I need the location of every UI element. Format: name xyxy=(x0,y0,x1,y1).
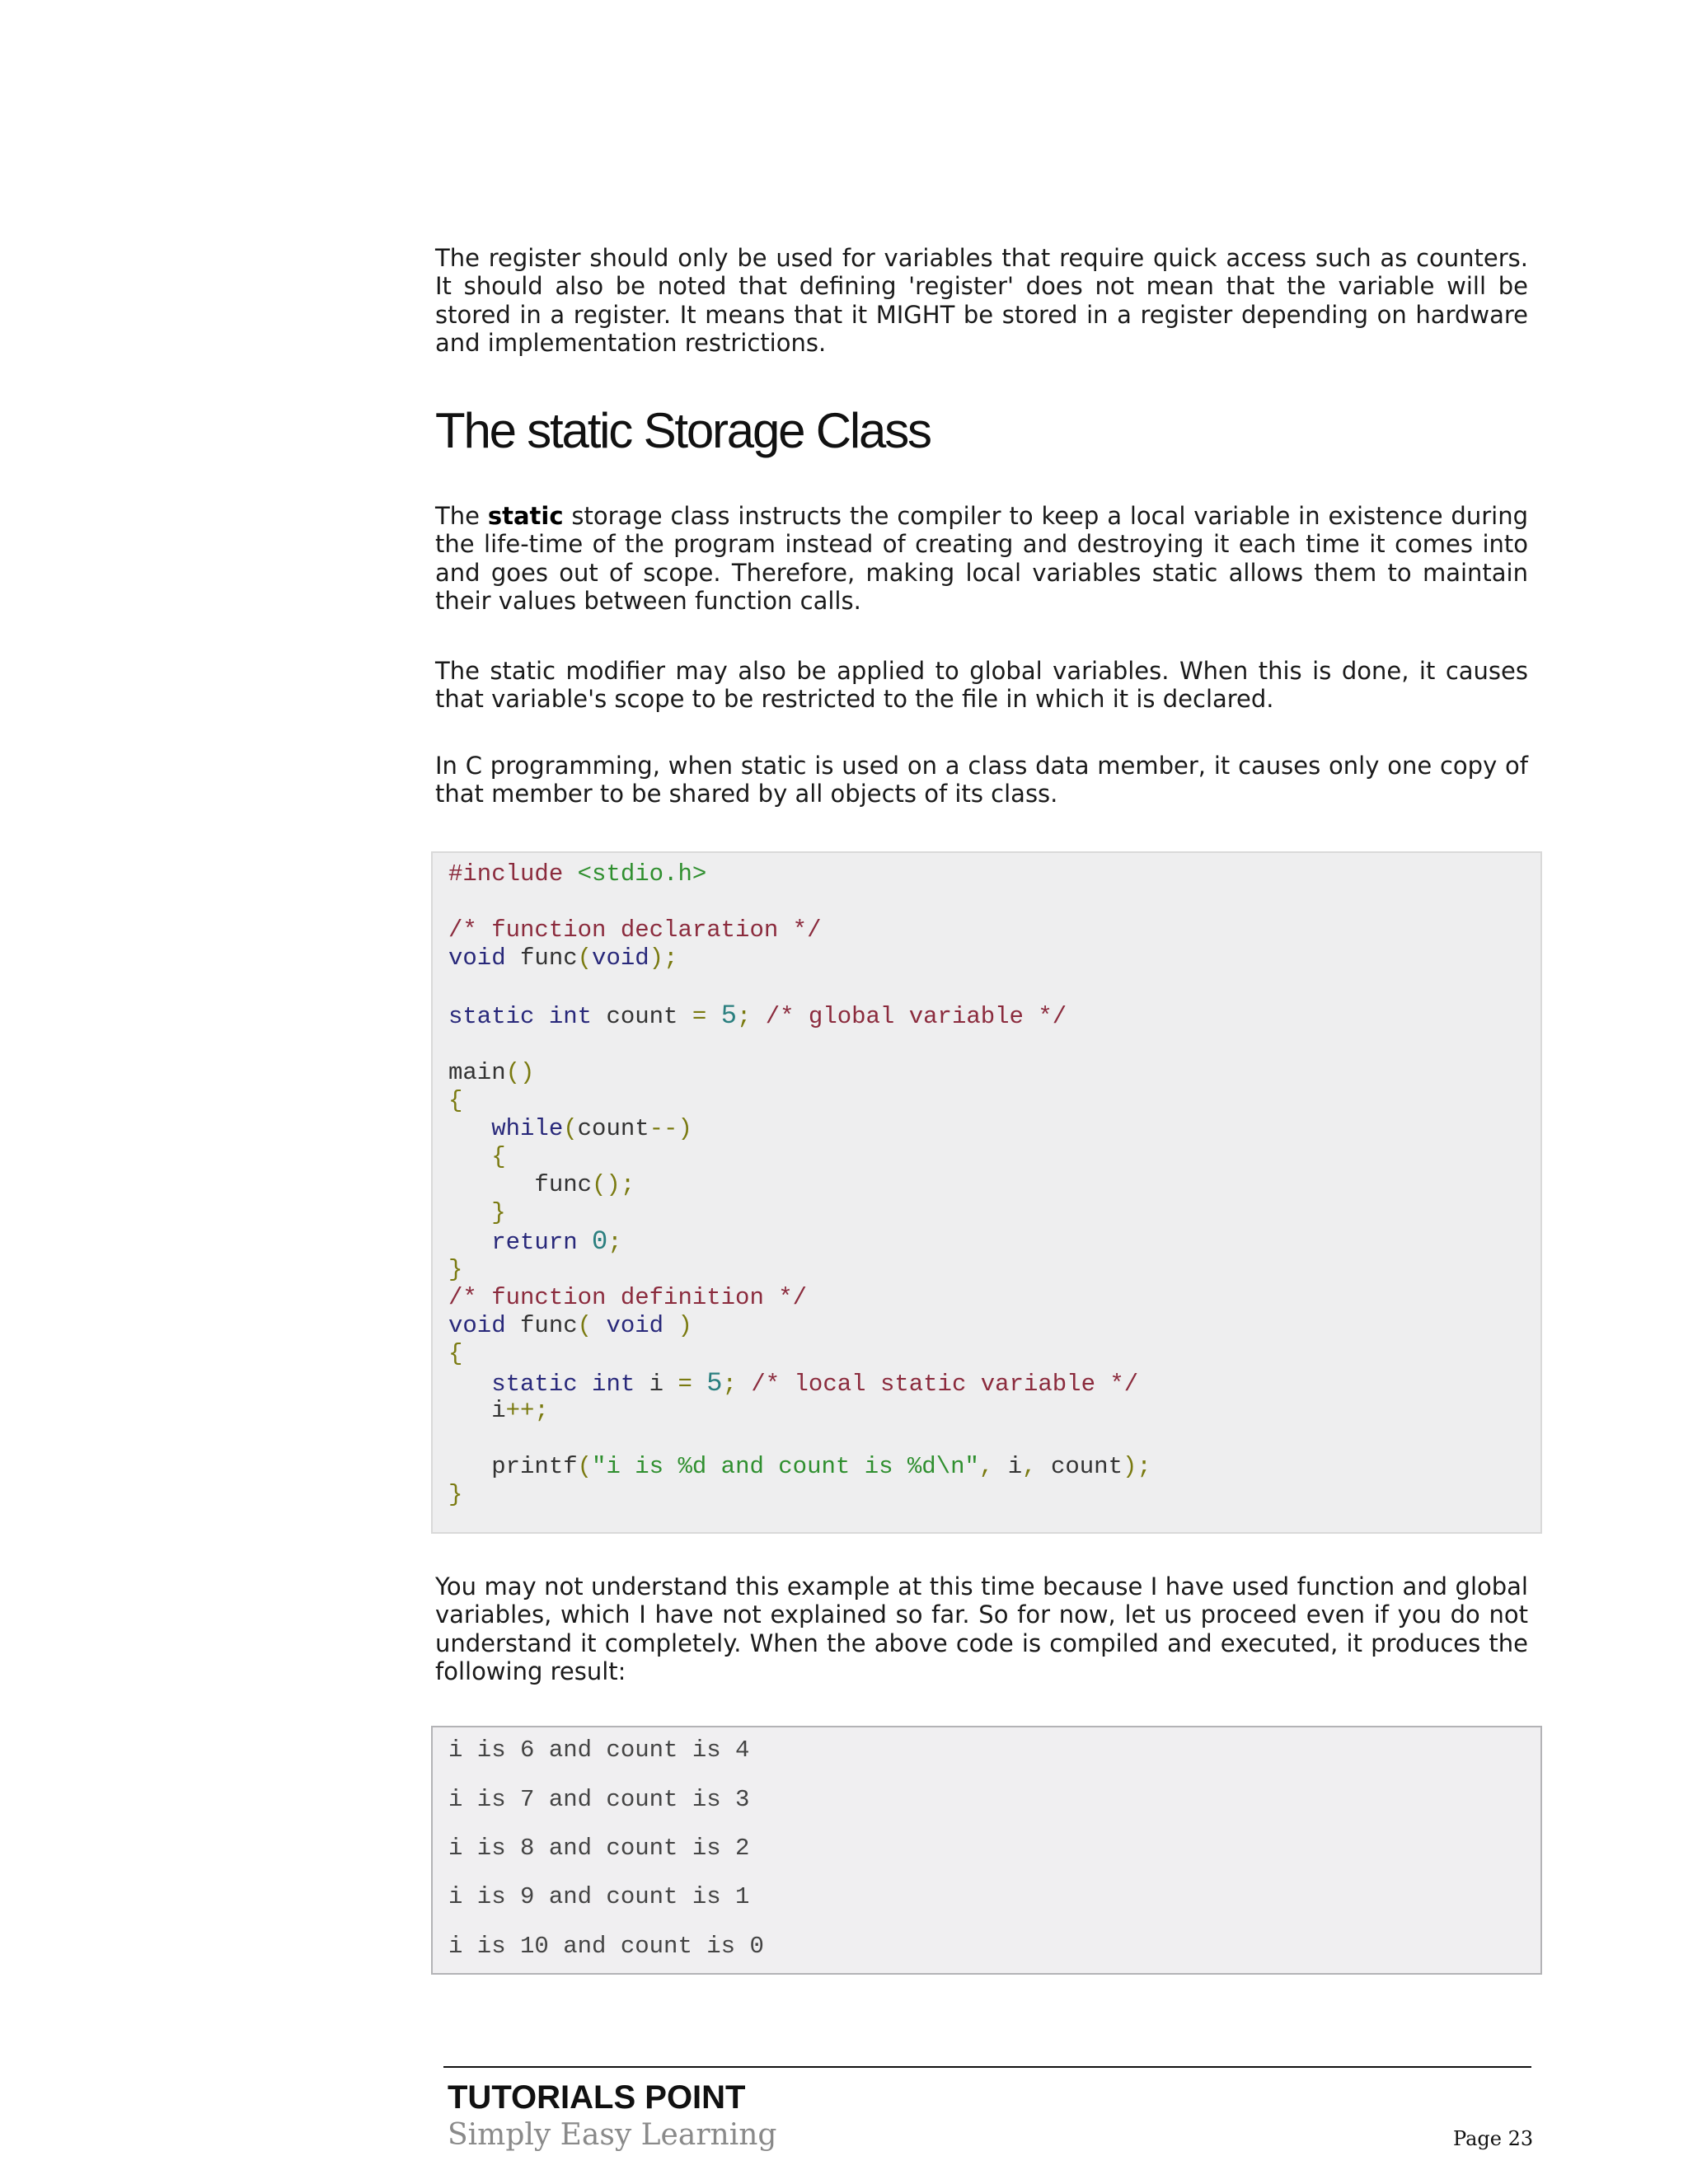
code-token: ++; xyxy=(505,1397,549,1424)
code-token xyxy=(448,1229,491,1256)
code-token xyxy=(534,1003,548,1030)
code-token: { xyxy=(448,1087,463,1114)
code-token: --) xyxy=(649,1115,692,1142)
code-token: (); xyxy=(592,1171,635,1198)
code-token: return xyxy=(491,1229,578,1256)
output-line: i is 9 and count is 1 xyxy=(448,1883,750,1910)
code-token xyxy=(578,1371,592,1398)
code-token xyxy=(706,1003,720,1030)
code-token xyxy=(663,1312,678,1339)
code-line xyxy=(448,1481,462,1509)
code-line xyxy=(448,1143,506,1171)
code-token: = xyxy=(692,1003,707,1030)
code-token: count xyxy=(1036,1453,1123,1480)
code-token: int xyxy=(592,1371,635,1398)
code-line xyxy=(448,1397,549,1425)
code-token: int xyxy=(548,1003,593,1030)
code-token: /* function definition */ xyxy=(448,1284,808,1311)
intro-paragraph: The register should only be used for variables that require quick access such as counters. It should also be noted that defining 'register' does not mean that the variable will be stored in a register. It means that it MIGHT be stored in a register depending on hardware and implementation restrictions. xyxy=(435,244,1528,358)
code-token: 5 xyxy=(706,1368,723,1399)
code-token: func xyxy=(505,944,578,972)
code-token xyxy=(692,1371,706,1398)
code-token: , xyxy=(1022,1453,1037,1480)
output-block xyxy=(431,1726,1542,1975)
code-token: i xyxy=(448,1397,506,1424)
code-line xyxy=(448,1453,1151,1481)
class-member-paragraph: In C programming, when static is used on a class data member, it causes only one copy of that member to be shared by all objects of its class. xyxy=(435,752,1528,808)
footer-brand: TUTORIALS POINT xyxy=(448,2079,746,2116)
output-line: i is 7 and count is 3 xyxy=(448,1786,750,1813)
code-token: } xyxy=(448,1256,463,1283)
code-token: i xyxy=(635,1371,678,1398)
code-token: void xyxy=(606,1312,664,1339)
code-line xyxy=(448,860,706,888)
output-line: i is 6 and count is 4 xyxy=(448,1736,750,1764)
section-heading: The static Storage Class xyxy=(435,403,931,458)
code-line xyxy=(448,1370,1138,1399)
code-line xyxy=(448,1115,692,1143)
code-token: #include xyxy=(448,860,578,888)
code-line xyxy=(448,1312,692,1340)
code-token xyxy=(448,1199,491,1226)
code-token: } xyxy=(491,1199,506,1226)
code-token: func xyxy=(505,1312,578,1339)
code-token: void xyxy=(448,944,506,972)
code-token: "i is %d and count is %d\n" xyxy=(592,1453,979,1480)
code-token: ( xyxy=(577,1312,593,1339)
code-token: ); xyxy=(1122,1453,1151,1480)
code-token: count xyxy=(592,1003,692,1030)
code-token: printf xyxy=(448,1453,578,1480)
code-token: () xyxy=(505,1059,535,1086)
footer-tagline: Simply Easy Learning xyxy=(448,2118,777,2152)
static-paragraph-rest: storage class instructs the compiler to keep a local variable in existence during the life-time of the program instead of creating and destroying it each time it comes into and goes out of scope. Therefore, making local variables static allows them to maintain their values between function calls. xyxy=(435,502,1528,616)
code-line xyxy=(448,1228,622,1257)
code-token: static xyxy=(491,1371,578,1398)
code-token xyxy=(737,1371,751,1398)
code-token: count xyxy=(577,1115,649,1142)
static-paragraph xyxy=(435,502,1528,616)
code-line xyxy=(448,944,678,972)
code-token: while xyxy=(491,1115,564,1142)
code-token xyxy=(751,1003,765,1030)
code-token: i xyxy=(993,1453,1023,1480)
code-token: 0 xyxy=(592,1226,608,1257)
code-token: ( xyxy=(563,1115,578,1142)
code-token: ( xyxy=(577,944,593,972)
code-token: { xyxy=(448,1340,463,1367)
code-token: void xyxy=(448,1312,506,1339)
code-line xyxy=(448,1199,506,1227)
code-line xyxy=(448,916,821,944)
code-token: <stdio.h> xyxy=(577,860,707,888)
code-token: 5 xyxy=(720,1001,737,1031)
global-paragraph: The static modifier may also be applied to global variables. When this is done, it causes that variable's scope to be restricted to the file in which it is declared. xyxy=(435,657,1528,714)
code-line xyxy=(448,1284,807,1312)
code-token: ; xyxy=(722,1371,737,1398)
code-token: ); xyxy=(649,944,678,972)
code-token: /* local static variable */ xyxy=(751,1371,1139,1398)
code-line xyxy=(448,1171,635,1199)
page-number: Page 23 xyxy=(1453,2127,1534,2150)
code-token: , xyxy=(978,1453,994,1480)
footer-divider xyxy=(443,2066,1531,2068)
code-token: static xyxy=(448,1003,535,1030)
explanation-paragraph: You may not understand this example at this time because I have used function and global variables, which I have not explained so far. So for now, let us proceed even if you do not understand it completely. When the above code is compiled and executed, it produces the following result: xyxy=(435,1572,1528,1686)
code-line xyxy=(448,1087,462,1115)
code-token: ; xyxy=(607,1229,622,1256)
code-token: ) xyxy=(678,1312,692,1339)
code-line xyxy=(448,1002,1067,1031)
static-paragraph-lead: The xyxy=(435,502,488,530)
code-token xyxy=(448,1371,491,1398)
output-line: i is 10 and count is 0 xyxy=(448,1933,764,1960)
static-keyword: static xyxy=(487,502,564,530)
code-token: = xyxy=(678,1371,692,1398)
code-line xyxy=(448,1059,534,1087)
code-token xyxy=(448,1115,491,1142)
output-line: i is 8 and count is 2 xyxy=(448,1835,750,1862)
code-token: func xyxy=(448,1171,593,1198)
code-token: ( xyxy=(577,1453,593,1480)
code-token xyxy=(592,1312,606,1339)
code-block xyxy=(431,851,1542,1534)
code-line xyxy=(448,1340,462,1368)
code-token: main xyxy=(448,1059,506,1086)
code-token: /* function declaration */ xyxy=(448,916,822,944)
code-token: void xyxy=(592,944,649,972)
code-token: } xyxy=(448,1481,463,1508)
code-token: { xyxy=(491,1143,506,1170)
code-token xyxy=(448,1143,491,1170)
code-line xyxy=(448,1256,462,1284)
code-token xyxy=(578,1229,592,1256)
code-token: ; xyxy=(736,1003,752,1030)
code-token: /* global variable */ xyxy=(765,1003,1067,1030)
